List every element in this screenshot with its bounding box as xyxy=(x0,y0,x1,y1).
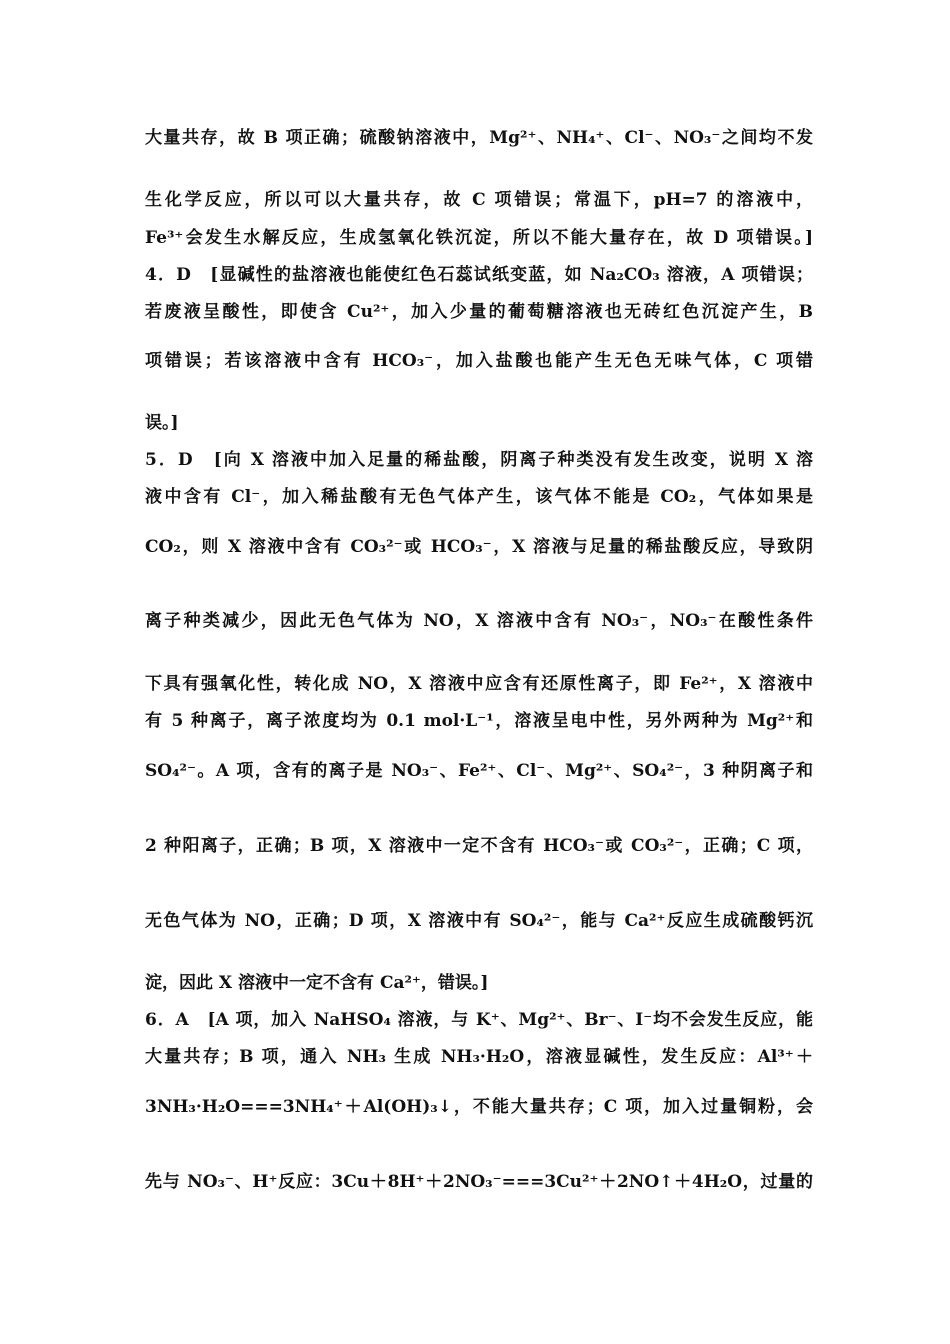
text-line-11: 离子种类减少，因此无色气体为 NO，X 溶液中含有 NO₃⁻，NO₃⁻在酸性条件 xyxy=(145,611,813,631)
text-line-10: CO₂，则 X 溶液中含有 CO₃²⁻或 HCO₃⁻，X 溶液与足量的稀盐酸反应，导致阴 xyxy=(145,537,813,557)
text-line-15: 2 种阳离子，正确；B 项，X 溶液中一定不含有 HCO₃⁻或 CO₃²⁻，正确；C 项， xyxy=(145,836,813,856)
text-line-6: 项错误；若该溶液中含有 HCO₃⁻，加入盐酸也能产生无色无味气体，C 项错 xyxy=(145,351,813,371)
text-line-14: SO₄²⁻。A 项，含有的离子是 NO₃⁻、Fe²⁺、Cl⁻、Mg²⁺、SO₄²⁻，3 种阴离子和 xyxy=(145,761,813,781)
text-line-13: 有 5 种离子，离子浓度均为 0.1 mol·L⁻¹，溶液呈电中性，另外两种为 Mg²⁺和 xyxy=(145,711,813,731)
text-line-17: 淀，因此 X 溶液中一定不含有 Ca²⁺，错误。] xyxy=(145,973,489,993)
text-line-21: 先与 NO₃⁻、H⁺反应：3Cu＋8H⁺＋2NO₃⁻===3Cu²⁺＋2NO↑＋4H₂O，过量的 xyxy=(145,1172,813,1192)
text-line-16: 无色气体为 NO，正确；D 项，X 溶液中有 SO₄²⁻，能与 Ca²⁺反应生成硫酸钙沉 xyxy=(145,911,813,931)
text-line-19: 大量共存；B 项，通入 NH₃ 生成 NH₃·H₂O，溶液显碱性，发生反应：Al³⁺＋ xyxy=(145,1047,813,1067)
text-line-9: 液中含有 Cl⁻，加入稀盐酸有无色气体产生，该气体不能是 CO₂，气体如果是 xyxy=(145,487,813,507)
text-line-8: 5．D [向 X 溶液中加入足量的稀盐酸，阴离子种类没有发生改变，说明 X 溶 xyxy=(145,450,813,470)
text-line-1: 大量共存，故 B 项正确；硫酸钠溶液中，Mg²⁺、NH₄⁺、Cl⁻、NO₃⁻之间均不发 xyxy=(145,128,813,148)
text-line-5: 若废液呈酸性，即使含 Cu²⁺，加入少量的葡萄糖溶液也无砖红色沉淀产生，B xyxy=(145,302,813,322)
text-line-2: 生化学反应，所以可以大量共存，故 C 项错误；常温下，pH=7 的溶液中， xyxy=(145,190,813,210)
text-line-18: 6．A [A 项，加入 NaHSO₄ 溶液，与 K⁺、Mg²⁺、Br⁻、I⁻均不会发生反应，能 xyxy=(145,1010,813,1030)
text-line-4: 4．D [显碱性的盐溶液也能使红色石蕊试纸变蓝，如 Na₂CO₃ 溶液，A 项错误； xyxy=(145,265,813,285)
text-line-12: 下具有强氧化性，转化成 NO，X 溶液中应含有还原性离子，即 Fe²⁺，X 溶液中 xyxy=(145,674,813,694)
text-line-3: Fe³⁺会发生水解反应，生成氢氧化铁沉淀，所以不能大量存在，故 D 项错误。] xyxy=(145,228,813,248)
text-line-20: 3NH₃·H₂O===3NH₄⁺＋Al(OH)₃↓，不能大量共存；C 项，加入过量铜粉，会 xyxy=(145,1097,813,1117)
text-line-7: 误。] xyxy=(145,413,179,433)
